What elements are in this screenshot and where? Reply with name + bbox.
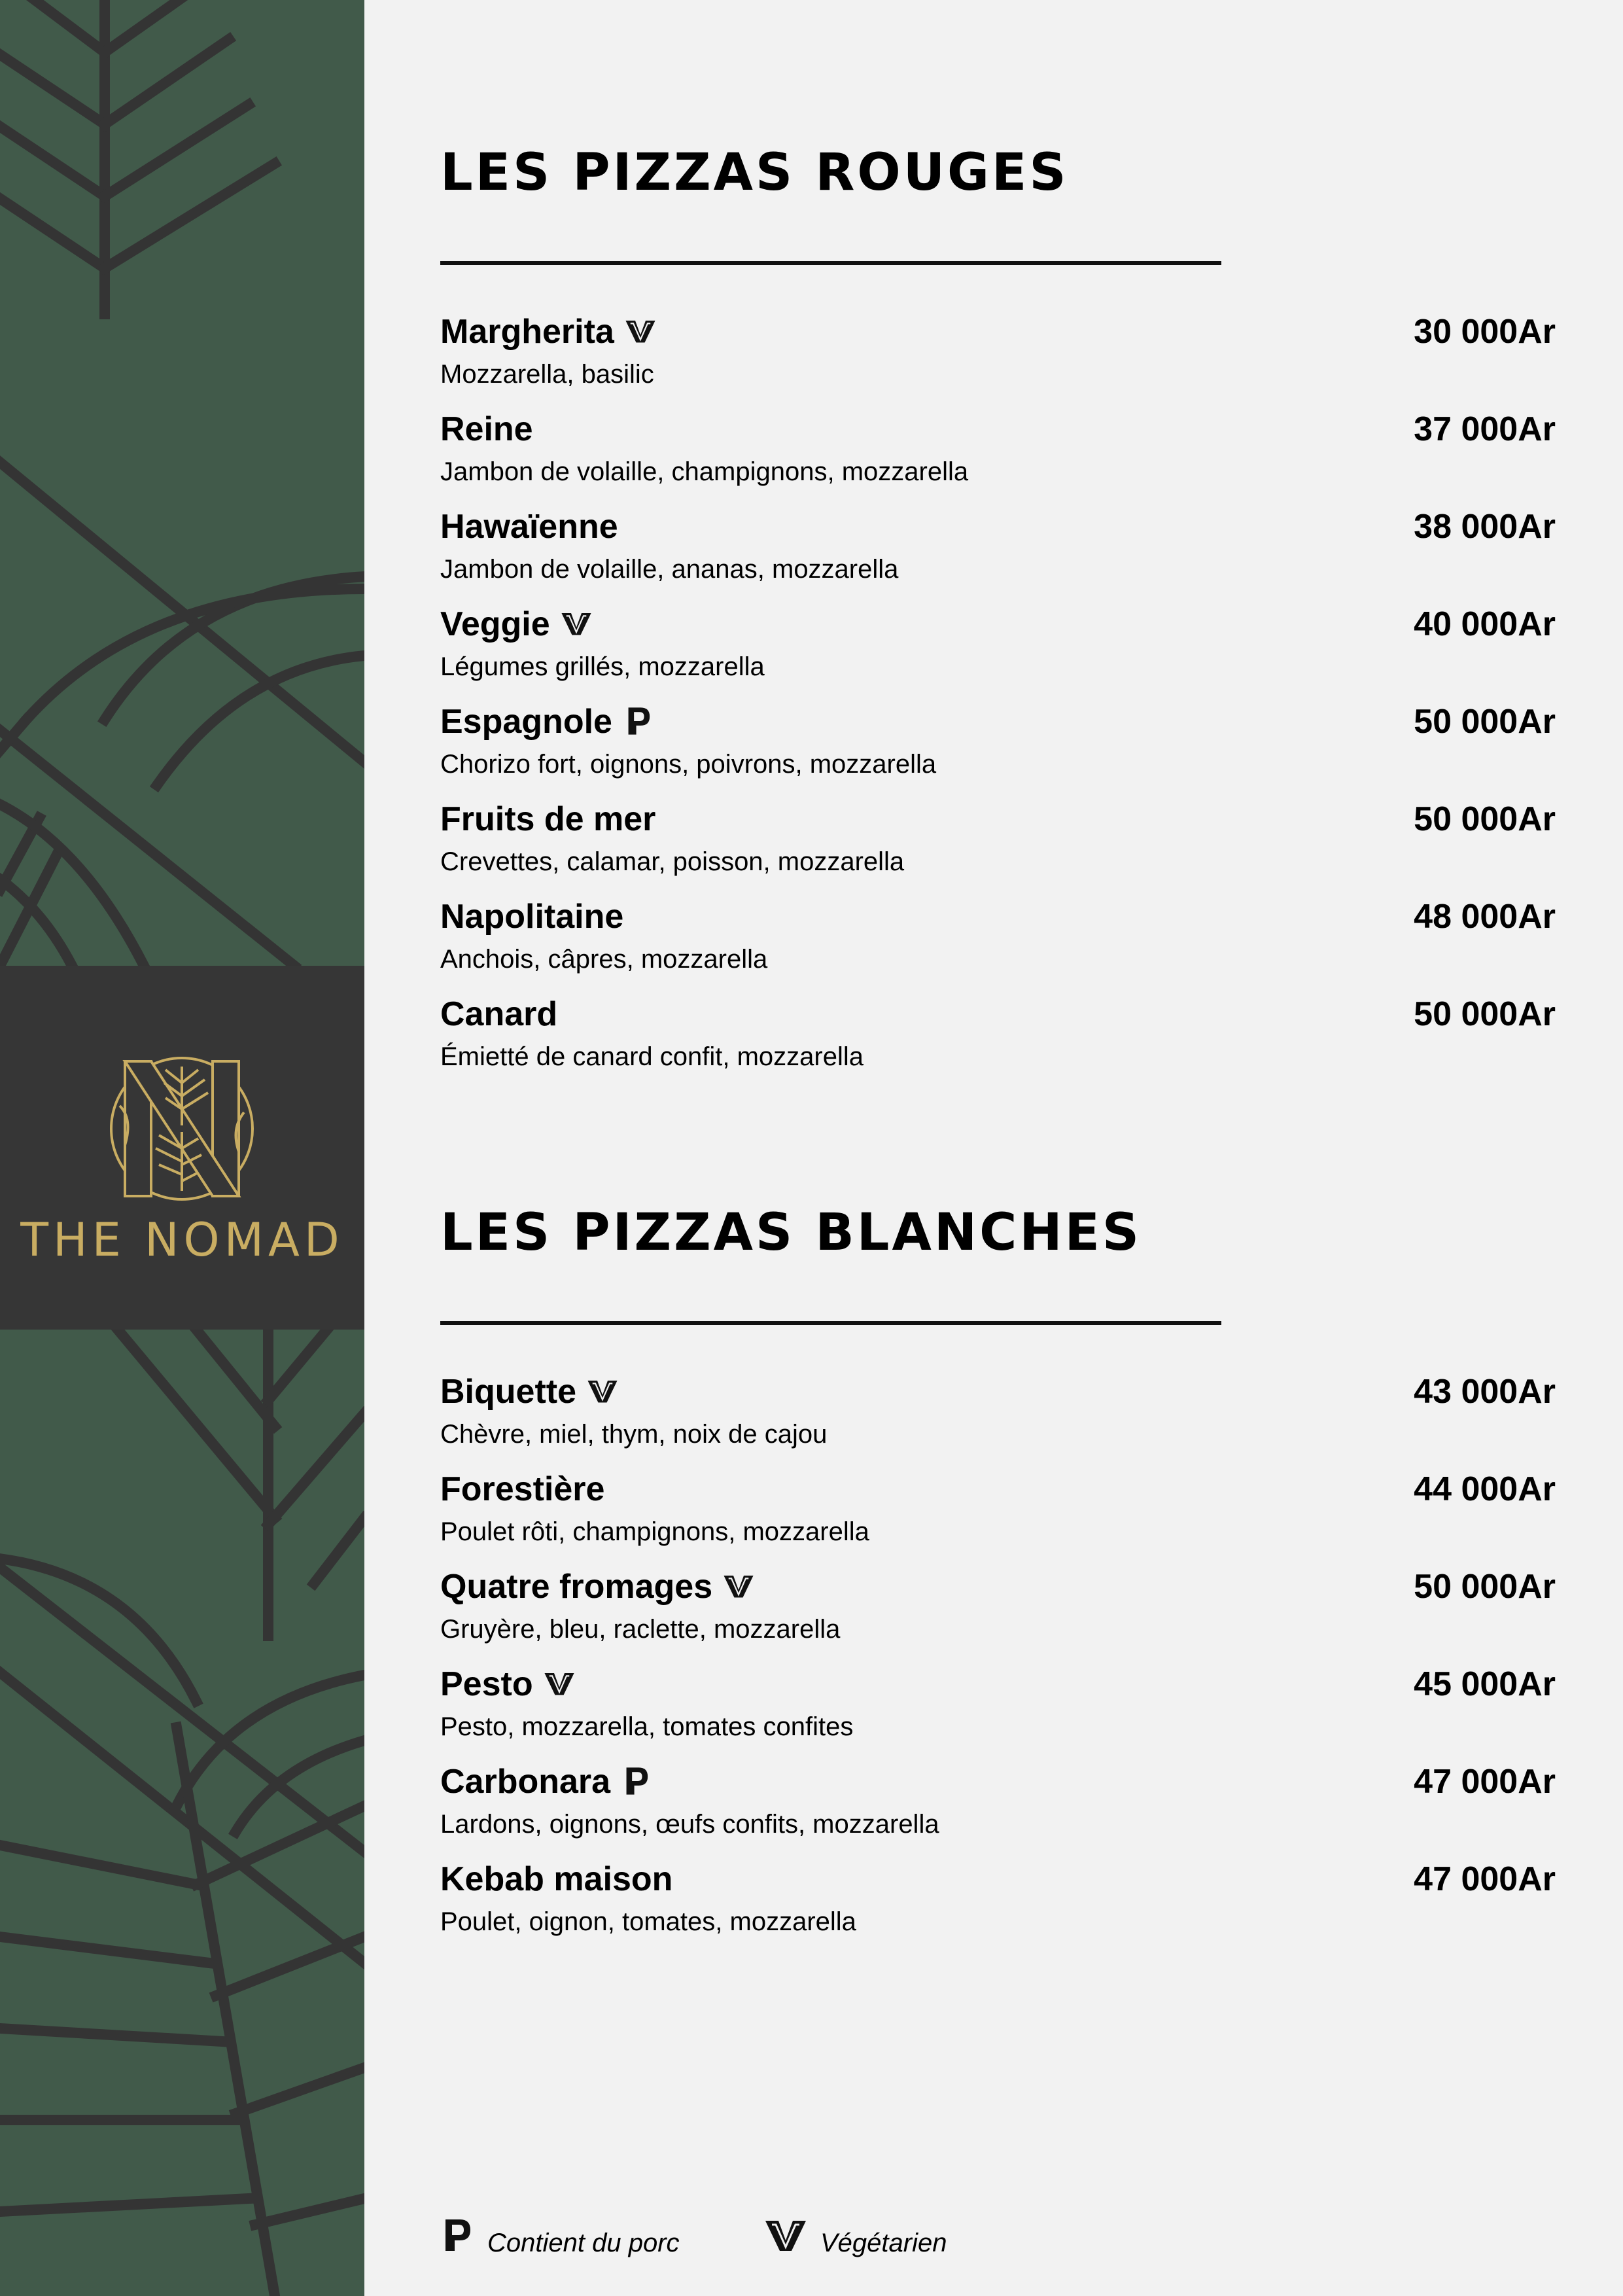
menu-item-description: Lardons, oignons, œufs confits, mozzarella — [440, 1810, 939, 1839]
menu-item-name-text: Pesto — [440, 1665, 533, 1703]
menu-item-price: 50 000Ar — [1414, 703, 1556, 741]
menu-item-name — [440, 1568, 754, 1607]
menu-item-description: Gruyère, bleu, raclette, mozzarella — [440, 1615, 841, 1644]
menu-item-name-text: Napolitaine — [440, 898, 624, 936]
menu-item-description: Poulet, oignon, tomates, mozzarella — [440, 1907, 856, 1936]
menu-item-name-text: Biquette — [440, 1373, 576, 1411]
menu-item-price: 38 000Ar — [1414, 508, 1556, 546]
pork-icon — [623, 705, 654, 737]
menu-item-name-text: Margherita — [440, 313, 614, 351]
menu-item — [440, 508, 1556, 606]
menu-item-name — [440, 1665, 575, 1704]
section-title-rouges: LES PIZZAS ROUGES — [440, 143, 1069, 202]
menu-item-description: Anchois, câpres, mozzarella — [440, 945, 768, 974]
menu-item-name-text: Hawaïenne — [440, 508, 618, 546]
menu-item-name — [440, 800, 655, 839]
menu-item-description: Émietté de canard confit, mozzarella — [440, 1042, 864, 1071]
menu-item — [440, 1860, 1556, 1958]
menu-item-description: Chorizo fort, oignons, poivrons, mozzarella — [440, 750, 937, 779]
menu-item-name-text: Canard — [440, 995, 558, 1033]
menu-item-description: Jambon de volaille, champignons, mozzarella — [440, 457, 969, 486]
menu-item-name-text: Kebab maison — [440, 1860, 673, 1898]
menu-item — [440, 898, 1556, 996]
menu-item-name-text: Forestière — [440, 1470, 605, 1508]
menu-item — [440, 1373, 1556, 1471]
menu-item-price: 50 000Ar — [1414, 1568, 1556, 1606]
menu-item — [440, 1470, 1556, 1568]
menu-item-description: Mozzarella, basilic — [440, 360, 654, 389]
menu-item-description: Chèvre, miel, thym, noix de cajou — [440, 1420, 828, 1449]
menu-item — [440, 703, 1556, 801]
brand-name: THE NOMAD — [20, 1213, 344, 1267]
menu-item-name-text: Quatre fromages — [440, 1568, 713, 1606]
sidebar — [0, 0, 364, 2296]
menu-item-price: 45 000Ar — [1414, 1665, 1556, 1703]
menu-item-price: 43 000Ar — [1414, 1373, 1556, 1411]
menu-item-price: 44 000Ar — [1414, 1470, 1556, 1508]
nomad-logo-icon — [107, 1053, 257, 1204]
legend-vegetarian-label: Végétarien — [820, 2229, 947, 2257]
section-divider — [440, 1321, 1221, 1325]
vegetarian-icon — [561, 608, 592, 639]
menu-item-description: Jambon de volaille, ananas, mozzarella — [440, 555, 899, 584]
menu-item-name — [440, 703, 654, 742]
section-divider — [440, 261, 1221, 265]
menu-item-price: 48 000Ar — [1414, 898, 1556, 936]
menu-item-name — [440, 995, 557, 1034]
menu-item-name — [440, 1373, 618, 1412]
menu-item-price: 30 000Ar — [1414, 313, 1556, 351]
section-title-blanches: LES PIZZAS BLANCHES — [440, 1203, 1142, 1262]
vegetarian-icon — [587, 1375, 618, 1407]
menu-item-name — [440, 1860, 672, 1899]
menu-item — [440, 313, 1556, 411]
menu-item-description: Crevettes, calamar, poisson, mozzarella — [440, 847, 905, 876]
menu-item-name-text: Espagnole — [440, 703, 612, 741]
menu-item-name-text: Fruits de mer — [440, 800, 656, 838]
menu-item-name-text: Carbonara — [440, 1763, 611, 1801]
pork-icon — [440, 2217, 474, 2253]
menu-item-name — [440, 313, 656, 352]
menu-item-description: Légumes grillés, mozzarella — [440, 652, 765, 681]
menu-item — [440, 1568, 1556, 1666]
menu-item — [440, 410, 1556, 508]
menu-item-price: 47 000Ar — [1414, 1860, 1556, 1898]
menu-item-name — [440, 410, 533, 450]
menu-item-price: 40 000Ar — [1414, 605, 1556, 643]
menu-item-name — [440, 1470, 604, 1510]
vegetarian-icon — [723, 1570, 754, 1602]
menu-item-name — [440, 898, 623, 937]
menu-item-price: 47 000Ar — [1414, 1763, 1556, 1801]
menu-item-name-text: Veggie — [440, 605, 550, 643]
vegetarian-icon — [764, 2217, 807, 2253]
vegetarian-icon — [625, 315, 656, 347]
menu-item-price: 37 000Ar — [1414, 410, 1556, 448]
logo-block — [0, 966, 364, 1330]
menu-item — [440, 1665, 1556, 1763]
menu-item-name-text: Reine — [440, 410, 533, 448]
pork-icon — [621, 1765, 652, 1797]
menu-item-price: 50 000Ar — [1414, 800, 1556, 838]
menu-item-price: 50 000Ar — [1414, 995, 1556, 1033]
menu-item — [440, 995, 1556, 1093]
menu-item-description: Pesto, mozzarella, tomates confites — [440, 1712, 854, 1741]
menu-item — [440, 605, 1556, 703]
menu-item — [440, 800, 1556, 898]
menu-item-description: Poulet rôti, champignons, mozzarella — [440, 1517, 869, 1546]
menu-item-name — [440, 1763, 652, 1802]
menu-item-name — [440, 605, 592, 645]
menu-item-name — [440, 508, 618, 547]
vegetarian-icon — [544, 1668, 575, 1699]
legend-pork-label: Contient du porc — [487, 2229, 680, 2257]
menu-item — [440, 1763, 1556, 1861]
